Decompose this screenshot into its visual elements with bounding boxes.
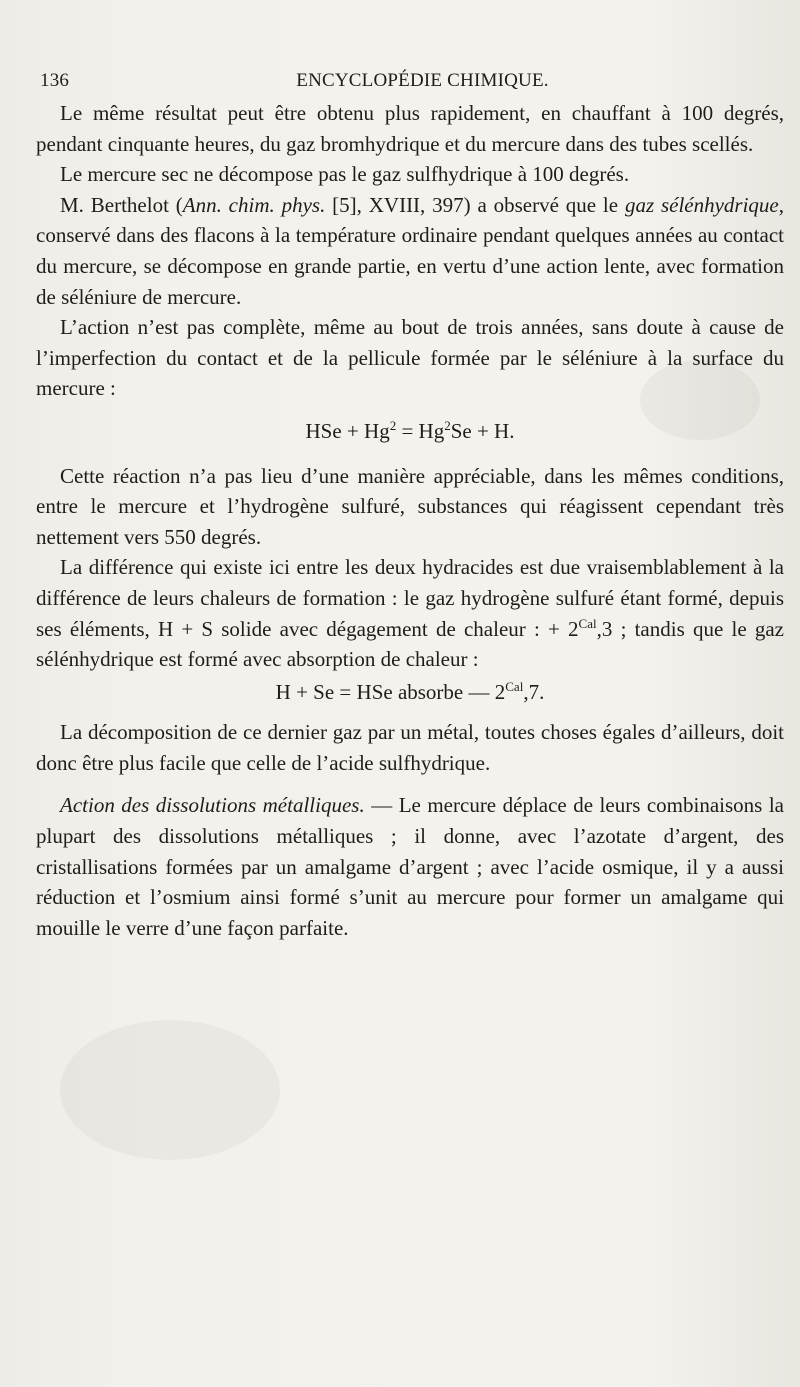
paragraph-5: Cette réaction n’a pas lieu d’une manière appréciable, dans les mêmes conditions, entre le mercure et l’hydrogène sulfuré, substances qui réagissent cependant très nettement vers 550 degrés.: [36, 463, 784, 549]
paragraph-6-text-a: La différence qui existe ici entre les deux hydracides est due vraisemblablement à la différence de leurs chaleurs de formation : le gaz hydrogène sulfuré étant formé, depuis ses éléments, H + S solide avec dégagement de chaleur : + 2: [36, 555, 784, 641]
equation-2-unit-superscript: Cal: [505, 678, 524, 694]
calorie-unit-superscript: Cal: [578, 615, 597, 631]
section-heading-inline: Action des dissolutions métalliques.: [60, 793, 365, 818]
paragraph-7: La décomposition de ce dernier gaz par un métal, toutes choses égales d’ailleurs, doit donc être plus facile que celle de l’acide sulfhydrique.: [36, 720, 784, 775]
paragraph-8-text: — Le mercure déplace de leurs combinaisons la plupart des dissolutions métalliques ; il donne, avec l’azotate d’argent, des cristallisations formées par un amalgame d’argent ; avec l’acide osmique, il y a aussi réduction et l’osmium ainsi formé s’unit au mercure pour former un amalgame qui mouille le verre d’une façon parfaite.: [36, 793, 784, 940]
equation-1: [36, 416, 784, 447]
paragraph-4: L’action n’est pas complète, même au bout de trois années, sans doute à cause de l’imperfection du contact et de la pellicule formée par le séléniure à la surface du mercure :: [36, 315, 784, 401]
gas-name-emphasis: gaz sélénhydrique: [624, 192, 779, 217]
paragraph-3-text-b: [5], XVIII, 397) a observé que le: [325, 192, 625, 217]
equation-1-exponent-2: 2: [444, 417, 451, 433]
paragraph-1: Le même résultat peut être obtenu plus rapidement, en chauffant à 100 degrés, pendant cinquante heures, du gaz bromhydrique et du mercure dans des tubes scellés.: [36, 101, 784, 156]
page-body: [36, 98, 784, 943]
equation-1-exponent-1: 2: [389, 417, 397, 433]
equation-2-part-a: H + Se = HSe absorbe — 2: [275, 679, 506, 704]
equation-1-part-b: = Hg: [396, 418, 445, 443]
paragraph-2: Le mercure sec ne décompose pas le gaz sulfhydrique à 100 degrés.: [60, 162, 630, 187]
running-title: ENCYCLOPÉDIE CHIMIQUE.: [296, 70, 549, 91]
equation-2-part-b: ,7.: [523, 679, 545, 704]
paragraph-3-text-c: , conservé dans des flacons à la température ordinaire pendant quelques années au contact du mercure, se décompose en grande partie, en vertu d’une action lente, avec formation de séléniure de mercure.: [36, 192, 784, 309]
equation-2: [36, 677, 784, 708]
paragraph-8: [36, 790, 784, 943]
equation-1-part-c: Se + H.: [450, 418, 515, 443]
journal-reference: Ann. chim. phys.: [182, 192, 326, 217]
paragraph-3-text-a: M. Berthelot (: [60, 192, 183, 217]
paragraph-6-text-b: ,3 ; tandis que le gaz sélénhydrique est formé avec absorption de chaleur :: [36, 616, 784, 672]
page-header: [40, 70, 775, 92]
paragraph-6: [36, 552, 784, 674]
paragraph-3: [36, 190, 784, 312]
equation-1-part-a: HSe + Hg: [305, 418, 390, 443]
paper-stain: [60, 1020, 280, 1160]
page-number: 136: [40, 70, 70, 91]
